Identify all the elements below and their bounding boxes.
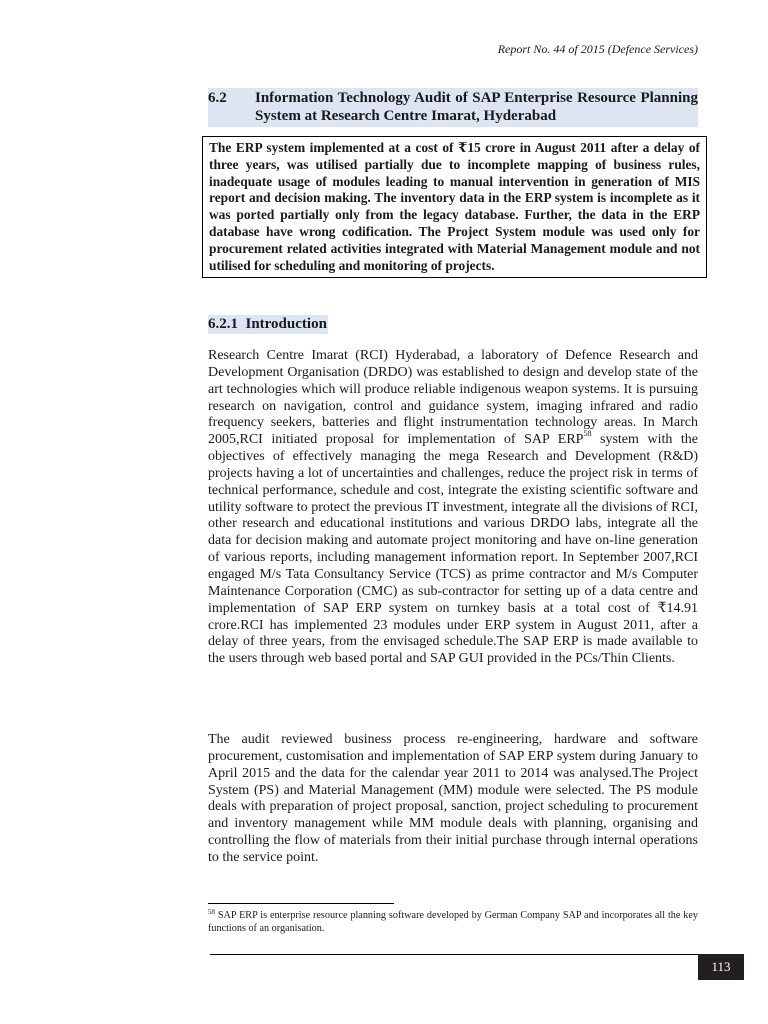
introduction-paragraph bbox=[208, 348, 698, 668]
paragraph-text: Research Centre Imarat (RCI) Hyderabad, a laboratory of Defence Research and Development Organisation (DRDO) was established to design and develop state of the art technologies which will produce reliable indigenous weapon systems. It is pursuing research on navigation, control and guidance system, imaging infrared and radio frequency seekers, batteries and flight instrumentation technology areas. In March 2005,RCI initiated proposal for implementation of SAP ERP bbox=[208, 348, 698, 448]
footnote-text: SAP ERP is enterprise resource planning software developed by German Company SAP and incorporates all the key functions of an organisation. bbox=[208, 910, 698, 934]
footnote-number: 58 bbox=[208, 908, 215, 916]
footnote-divider bbox=[208, 903, 394, 904]
audit-scope-paragraph: The audit reviewed business process re-engineering, hardware and software procurement, customisation and implementation of SAP ERP system during January to April 2015 and the data for the calendar year 2011 to 2014 was analysed.The Project System (PS) and Material Management (MM) module were selected. The PS module deals with preparation of project proposal, sanction, project scheduling to procurement and inventory management while MM module deals with planning, organising and controlling the flow of materials from their initial purchase through internal operations to the service point. bbox=[208, 732, 698, 865]
subsection-title: Introduction bbox=[245, 316, 327, 332]
section-heading bbox=[208, 88, 698, 127]
footnote bbox=[208, 909, 698, 935]
footer-divider bbox=[210, 954, 698, 955]
footnote-reference[interactable]: 58 bbox=[583, 429, 592, 439]
subsection-number: 6.2.1 bbox=[208, 316, 238, 332]
subsection-heading bbox=[208, 315, 328, 334]
paragraph-text: system with the objectives of effectively managing the mega Research and Development (R&D) projects having a lot of uncertainties and challenges, reduce the project risk in terms of technical performance, schedule and cost, integrate the existing scientific software and utility software to protect the previous IT investment, integrate all the divisions of RCI, other research and educational institutions and various DRDO labs, integrate all the data for decision making and automate project monitoring and have on-line generation of various reports, including management information report. In September 2007,RCI engaged M/s Tata Consultancy Service (TCS) as prime contractor and M/s Computer Maintenance Corporation (CMC) as sub-contractor for setting up of a data centre and implementation of SAP ERP system on turnkey basis at a total cost of ₹14.91 crore.RCI has implemented 23 modules under ERP system in August 2011, after a delay of three years, from the envisaged schedule.The SAP ERP is made available to the users through web based portal and SAP GUI provided in the PCs/Thin Clients. bbox=[208, 432, 698, 667]
page-number: 113 bbox=[698, 954, 744, 980]
section-number: 6.2 bbox=[208, 90, 227, 106]
section-title: Information Technology Audit of SAP Enterprise Resource Planning System at Research Centre Imarat, Hyderabad bbox=[255, 90, 698, 124]
report-reference: Report No. 44 of 2015 (Defence Services) bbox=[497, 42, 698, 56]
summary-box: The ERP system implemented at a cost of ₹15 crore in August 2011 after a delay of three years, was utilised partially due to incomplete mapping of business rules, inadequate usage of modules leading to manual intervention in generation of MIS report and decision making. The inventory data in the ERP system is incomplete as it was ported partially only from the legacy database. Further, the data in the ERP database have wrong codification. The Project System module was used only for procurement related activities integrated with Material Management module and not utilised for scheduling and monitoring of projects. bbox=[202, 136, 707, 278]
